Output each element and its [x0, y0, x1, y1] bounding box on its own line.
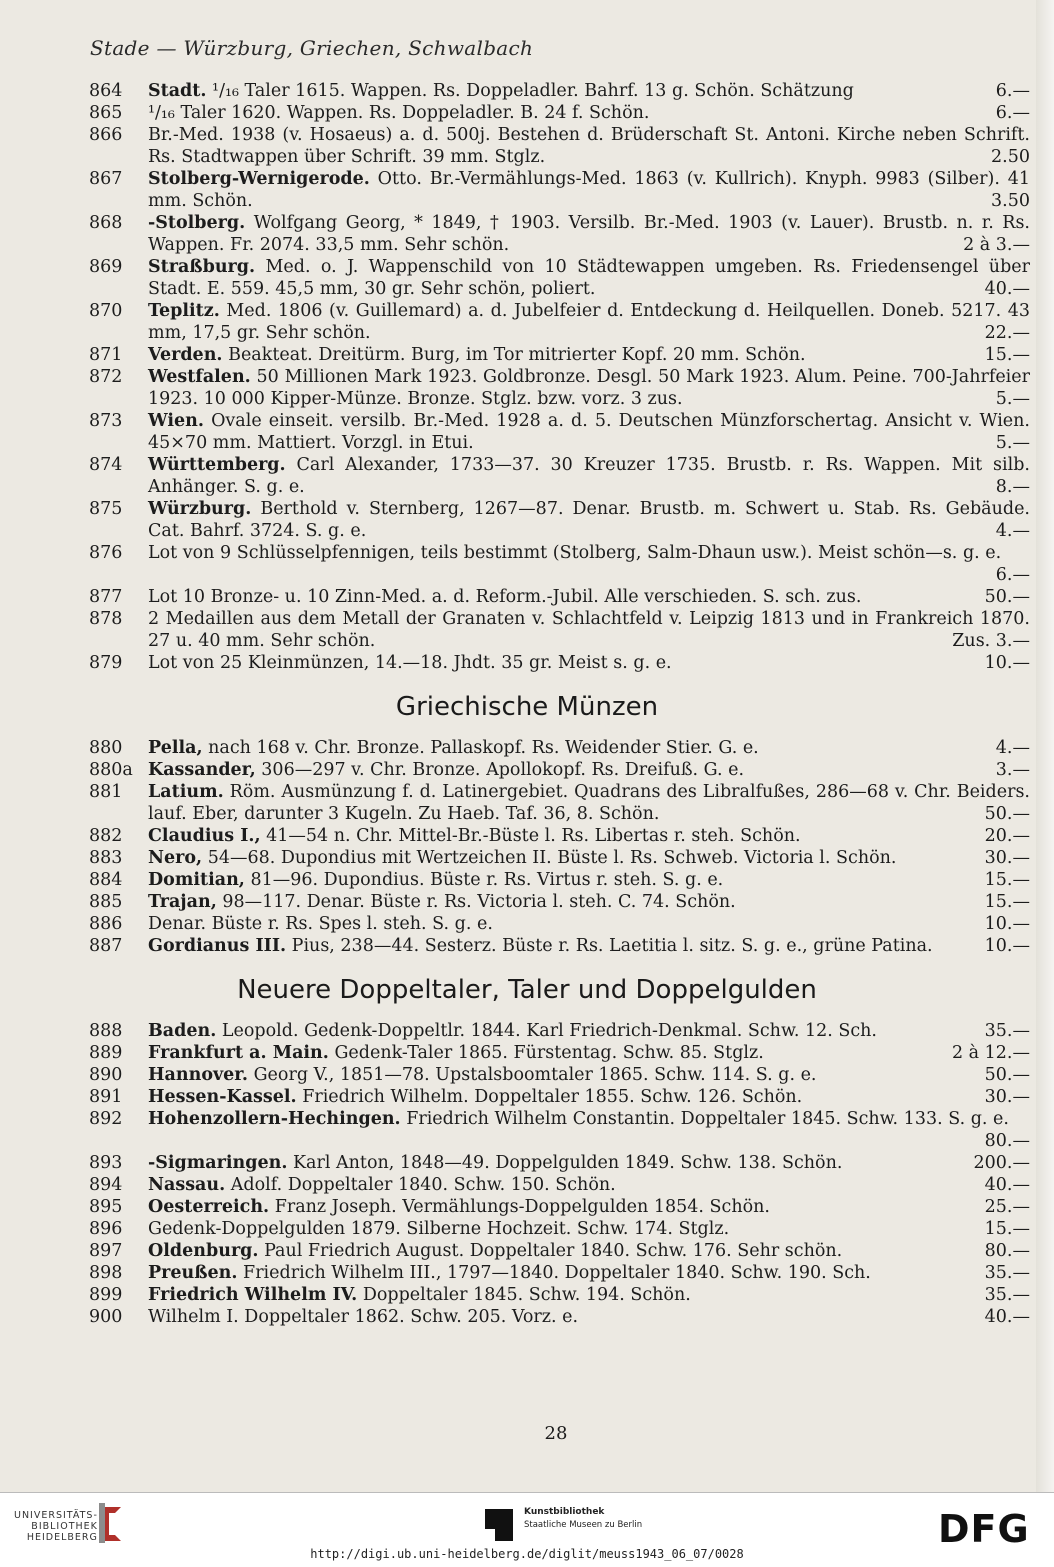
- lot-description: 98—117. Denar. Büste r. Rs. Victoria l. steh. C. 74. Schön.: [216, 892, 736, 912]
- lot-estimate: 40.—: [984, 1307, 1030, 1327]
- lot-number: 894: [89, 1175, 123, 1195]
- lot-entry: [89, 1086, 1030, 1108]
- section-heading: Griechische Münzen: [395, 692, 659, 722]
- lot-keyword: -Sigmaringen.: [148, 1153, 288, 1173]
- lot-description: Pius, 238—44. Sesterz. Büste r. Rs. Laetitia l. sitz. S. g. e., grüne Patina.: [286, 936, 933, 956]
- lot-entry: [89, 1218, 1030, 1240]
- lot-estimate: Zus. 3.—: [952, 631, 1030, 651]
- lot-number: 881: [89, 782, 123, 802]
- lot-entry: [89, 1306, 1030, 1328]
- lot-keyword: Pella,: [148, 738, 203, 758]
- lot-entry: [89, 1020, 1030, 1042]
- lot-keyword: Verden.: [148, 345, 223, 365]
- lot-entry: [89, 1196, 1030, 1218]
- lot-description: Georg V., 1851—78. Upstalsboomtaler 1865. Schw. 114. S. g. e.: [248, 1065, 817, 1085]
- lot-keyword: Claudius I.,: [148, 826, 261, 846]
- lot-estimate: 3.—: [995, 760, 1030, 780]
- lot-keyword: Westfalen.: [148, 367, 251, 387]
- lot-entry: [89, 410, 1030, 454]
- lot-number: 895: [89, 1197, 123, 1217]
- lot-number: 891: [89, 1087, 123, 1107]
- lot-description: Gedenk-Doppelgulden 1879. Silberne Hochzeit. Schw. 174. Stglz.: [148, 1219, 730, 1239]
- lot-number: 865: [89, 103, 123, 123]
- lot-description: ¹/₁₆ Taler 1615. Wappen. Rs. Doppeladler. Bahrf. 13 g. Schön. Schätzung: [206, 81, 854, 101]
- lot-description: Lot 10 Bronze- u. 10 Zinn-Med. a. d. Reform.-Jubil. Alle verschieden. S. sch. zus.: [148, 587, 862, 607]
- lot-number: 890: [89, 1065, 123, 1085]
- lot-keyword: Domitian,: [148, 870, 245, 890]
- lot-entry: [89, 1240, 1030, 1262]
- lot-description: Med. 1806 (v. Guillemard) a. d. Jubelfeier d. Entdeckung d. Heilquellen. Doneb. 5217. 43 mm, 17,5 gr. Sehr schön.: [148, 301, 1030, 343]
- lot-entry: [89, 781, 1030, 825]
- lot-description: Karl Anton, 1848—49. Doppelgulden 1849. Schw. 138. Schön.: [287, 1153, 843, 1173]
- lot-estimate: 35.—: [984, 1021, 1030, 1041]
- lot-entry: [89, 1152, 1030, 1174]
- lot-description: 306—297 v. Chr. Bronze. Apollokopf. Rs. Dreifuß. G. e.: [255, 760, 745, 780]
- lot-keyword: Nassau.: [148, 1175, 226, 1195]
- lot-keyword: Oesterreich.: [148, 1197, 270, 1217]
- lot-keyword: Oldenburg.: [148, 1241, 259, 1261]
- heidelberg-library-logo[interactable]: [14, 1510, 98, 1543]
- lot-description: Doppeltaler 1845. Schw. 194. Schön.: [357, 1285, 691, 1305]
- library-emblem-icon: [97, 1501, 127, 1545]
- lot-estimate: 40.—: [984, 1175, 1030, 1195]
- lot-entry: [89, 168, 1030, 212]
- uni-logo-line: UNIVERSITÄTS-: [14, 1510, 98, 1521]
- lot-entry: [89, 847, 1030, 869]
- lot-keyword: Straßburg.: [148, 257, 256, 277]
- lot-keyword: Preußen.: [148, 1263, 238, 1283]
- lot-description: nach 168 v. Chr. Bronze. Pallaskopf. Rs. Weidender Stier. G. e.: [202, 738, 759, 758]
- lot-number: 877: [89, 587, 123, 607]
- lot-number: 898: [89, 1263, 123, 1283]
- uni-logo-line: HEIDELBERG: [26, 1532, 98, 1543]
- lot-description: Wilhelm I. Doppeltaler 1862. Schw. 205. Vorz. e.: [148, 1307, 579, 1327]
- lot-estimate: 10.—: [984, 914, 1030, 934]
- lot-number: 892: [89, 1109, 123, 1129]
- lot-number: 888: [89, 1021, 123, 1041]
- lot-description: Adolf. Doppeltaler 1840. Schw. 150. Schön.: [225, 1175, 616, 1195]
- lot-entry: [89, 102, 1030, 124]
- lot-estimate: 15.—: [984, 870, 1030, 890]
- lot-catalog: [0, 80, 1054, 1328]
- lot-number: 884: [89, 870, 123, 890]
- lot-entry: [89, 344, 1030, 366]
- lot-estimate: 5.—: [995, 433, 1030, 453]
- lot-estimate: 35.—: [984, 1263, 1030, 1283]
- lot-estimate: 35.—: [984, 1285, 1030, 1305]
- lot-entry: [89, 366, 1030, 410]
- lot-estimate: 4.—: [995, 521, 1030, 541]
- uni-logo-line: BIBLIOTHEK: [31, 1521, 98, 1532]
- lot-entry: [89, 737, 1030, 759]
- lot-entry: [89, 542, 1030, 586]
- lot-entry: [89, 652, 1030, 674]
- lot-number: 893: [89, 1153, 123, 1173]
- lot-entry: [89, 891, 1030, 913]
- lot-keyword: Teplitz.: [148, 301, 220, 321]
- kunstbibliothek-logo-icon[interactable]: [483, 1505, 517, 1545]
- lot-description: Franz Joseph. Vermählungs-Doppelgulden 1854. Schön.: [269, 1197, 770, 1217]
- kb-subtitle: Staatliche Museen zu Berlin: [524, 1520, 643, 1530]
- lot-number: 896: [89, 1219, 123, 1239]
- lot-number: 873: [89, 411, 123, 431]
- lot-keyword: Frankfurt a. Main.: [148, 1043, 329, 1063]
- lot-number: 887: [89, 936, 123, 956]
- lot-description: 54—68. Dupondius mit Wertzeichen II. Büste l. Rs. Schweb. Victoria l. Schön.: [202, 848, 897, 868]
- lot-description: Ovale einseit. versilb. Br.-Med. 1928 a. d. 5. Deutschen Münzforschertag. Ansicht v. Wien. 45×70 mm. Mattiert. Vorzgl. in Etui.: [148, 411, 1030, 453]
- lot-entry: [89, 1262, 1030, 1284]
- lot-keyword: Würzburg.: [148, 499, 252, 519]
- lot-entry: [89, 935, 1030, 957]
- lot-estimate: 30.—: [984, 1087, 1030, 1107]
- lot-estimate: 80.—: [984, 1131, 1030, 1151]
- lot-keyword: Hessen-Kassel.: [148, 1087, 297, 1107]
- lot-number: 897: [89, 1241, 123, 1261]
- lot-number: 899: [89, 1285, 123, 1305]
- digitization-footer: [0, 1492, 1054, 1567]
- lot-number: 866: [89, 125, 123, 145]
- lot-keyword: Friedrich Wilhelm IV.: [148, 1285, 358, 1305]
- lot-keyword: Trajan,: [148, 892, 217, 912]
- lot-entry: [89, 759, 1030, 781]
- lot-number: 871: [89, 345, 123, 365]
- lot-description: Friedrich Wilhelm Constantin. Doppeltaler 1845. Schw. 133. S. g. e.: [400, 1109, 1009, 1129]
- lot-entry: [89, 1174, 1030, 1196]
- lot-number: 872: [89, 367, 123, 387]
- lot-entry: [89, 80, 1030, 102]
- lot-description: Röm. Ausmünzung f. d. Latinergebiet. Quadrans des Libralfußes, 286—68 v. Chr. Beiders. lauf. Eber, darunter 3 Kugeln. Zu Haeb. Taf. 36, 8. Schön.: [148, 782, 1030, 824]
- lot-description: Lot von 9 Schlüsselpfennigen, teils bestimmt (Stolberg, Salm-Dhaun usw.). Meist schön—s. g. e.: [148, 543, 1002, 563]
- lot-description: 81—96. Dupondius. Büste r. Rs. Virtus r. steh. S. g. e.: [244, 870, 724, 890]
- lot-entry: [89, 608, 1030, 652]
- page-number: 28: [544, 1423, 568, 1444]
- lot-number: 870: [89, 301, 123, 321]
- lot-estimate: 8.—: [995, 477, 1030, 497]
- lot-number: 864: [89, 81, 123, 101]
- lot-number: 879: [89, 653, 123, 673]
- lot-entry: [89, 498, 1030, 542]
- section-heading: Neuere Doppeltaler, Taler und Doppelgulden: [237, 975, 817, 1005]
- lot-estimate: 50.—: [984, 1065, 1030, 1085]
- lot-number: 867: [89, 169, 123, 189]
- lot-estimate: 80.—: [984, 1241, 1030, 1261]
- lot-entry: [89, 1284, 1030, 1306]
- lot-number: 878: [89, 609, 123, 629]
- lot-estimate: 6.—: [995, 565, 1030, 585]
- source-url-link[interactable]: http://digi.ub.uni-heidelberg.de/diglit/meuss1943_06_07/0028: [310, 1547, 744, 1561]
- lot-estimate: 6.—: [995, 103, 1030, 123]
- running-head: Stade — Würzburg, Griechen, Schwalbach: [90, 36, 534, 60]
- lot-keyword: Hohenzollern-Hechingen.: [148, 1109, 401, 1129]
- lot-keyword: Nero,: [148, 848, 203, 868]
- lot-description: Otto. Br.-Vermählungs-Med. 1863 (v. Kullrich). Knyph. 9983 (Silber). 41 mm. Schön.: [148, 169, 1030, 211]
- lot-number: 883: [89, 848, 123, 868]
- lot-estimate: 2 à 3.—: [963, 235, 1030, 255]
- kb-title: Kunstbibliothek: [524, 1507, 605, 1517]
- lot-keyword: Baden.: [148, 1021, 217, 1041]
- lot-description: Beakteat. Dreitürm. Burg, im Tor mitrierter Kopf. 20 mm. Schön.: [222, 345, 806, 365]
- lot-number: 880: [89, 738, 123, 758]
- lot-number: 868: [89, 213, 123, 233]
- lot-number: 880a: [89, 760, 133, 780]
- kunstbibliothek-label: [524, 1506, 642, 1532]
- lot-keyword: Gordianus III.: [148, 936, 287, 956]
- lot-entry: [89, 1064, 1030, 1086]
- lot-keyword: -Stolberg.: [148, 213, 246, 233]
- lot-estimate: 2.50: [991, 147, 1030, 167]
- lot-estimate: 4.—: [995, 738, 1030, 758]
- lot-entry: [89, 586, 1030, 608]
- lot-description: Gedenk-Taler 1865. Fürstentag. Schw. 85. Stglz.: [328, 1043, 764, 1063]
- lot-entry: [89, 825, 1030, 847]
- lot-estimate: 10.—: [984, 936, 1030, 956]
- lot-description: Friedrich Wilhelm. Doppeltaler 1855. Schw. 126. Schön.: [296, 1087, 803, 1107]
- lot-entry: [89, 212, 1030, 256]
- lot-entry: [89, 454, 1030, 498]
- lot-description: Med. o. J. Wappenschild von 10 Städtewappen umgeben. Rs. Friedensengel über Stadt. E. 559. 45,5 mm, 30 gr. Sehr schön, poliert.: [148, 257, 1030, 299]
- lot-keyword: Latium.: [148, 782, 224, 802]
- lot-estimate: 15.—: [984, 345, 1030, 365]
- lot-entry: [89, 913, 1030, 935]
- lot-estimate: 25.—: [984, 1197, 1030, 1217]
- lot-estimate: 20.—: [984, 826, 1030, 846]
- lot-estimate: 2 à 12.—: [951, 1043, 1030, 1063]
- lot-entry: [89, 256, 1030, 300]
- lot-description: ¹/₁₆ Taler 1620. Wappen. Rs. Doppeladler. B. 24 f. Schön.: [148, 103, 650, 123]
- lot-keyword: Stadt.: [148, 81, 207, 101]
- lot-estimate: 15.—: [984, 1219, 1030, 1239]
- lot-estimate: 6.—: [995, 81, 1030, 101]
- lot-description: Denar. Büste r. Rs. Spes l. steh. S. g. e.: [148, 914, 493, 934]
- lot-estimate: 50.—: [984, 804, 1030, 824]
- lot-keyword: Stolberg-Wernigerode.: [148, 169, 370, 189]
- lot-number: 875: [89, 499, 123, 519]
- lot-keyword: Württemberg.: [148, 455, 286, 475]
- lot-description: 50 Millionen Mark 1923. Goldbronze. Desgl. 50 Mark 1923. Alum. Peine. 700-Jahrfeier 1923. 10 000 Kipper-Münze. Bronze. Stglz. bzw. vorz. 3 zus.: [148, 367, 1030, 409]
- lot-description: 2 Medaillen aus dem Metall der Granaten v. Schlachtfeld v. Leipzig 1813 und in Frankreich 1870. 27 u. 40 mm. Sehr schön.: [148, 609, 1030, 651]
- lot-keyword: Wien.: [148, 411, 204, 431]
- lot-keyword: Hannover.: [148, 1065, 249, 1085]
- lot-entry: [89, 1042, 1030, 1064]
- lot-number: 876: [89, 543, 123, 563]
- lot-description: Berthold v. Sternberg, 1267—87. Denar. Brustb. m. Schwert u. Stab. Rs. Gebäude. Cat. Bahrf. 3724. S. g. e.: [148, 499, 1030, 541]
- lot-entry: [89, 124, 1030, 168]
- lot-estimate: 200.—: [973, 1153, 1030, 1173]
- lot-description: Lot von 25 Kleinmünzen, 14.—18. Jhdt. 35 gr. Meist s. g. e.: [148, 653, 672, 673]
- lot-description: Paul Friedrich August. Doppeltaler 1840. Schw. 176. Sehr schön.: [258, 1241, 843, 1261]
- lot-estimate: 22.—: [984, 323, 1030, 343]
- lot-description: Leopold. Gedenk-Doppeltlr. 1844. Karl Friedrich-Denkmal. Schw. 12. Sch.: [216, 1021, 877, 1041]
- lot-entry: [89, 1108, 1030, 1152]
- lot-number: 886: [89, 914, 123, 934]
- lot-number: 874: [89, 455, 123, 475]
- lot-estimate: 3.50: [991, 191, 1030, 211]
- lot-number: 900: [89, 1307, 123, 1327]
- lot-description: Wolfgang Georg, * 1849, † 1903. Versilb. Br.-Med. 1903 (v. Lauer). Brustb. n. r. Rs. Wappen. Fr. 2074. 33,5 mm. Sehr schön.: [148, 213, 1030, 255]
- dfg-logo[interactable]: DFG: [938, 1507, 1030, 1551]
- lot-description: Friedrich Wilhelm III., 1797—1840. Doppeltaler 1840. Schw. 190. Sch.: [237, 1263, 871, 1283]
- lot-number: 889: [89, 1043, 123, 1063]
- lot-number: 869: [89, 257, 123, 277]
- lot-estimate: 5.—: [995, 389, 1030, 409]
- lot-entry: [89, 869, 1030, 891]
- lot-number: 885: [89, 892, 123, 912]
- lot-estimate: 50.—: [984, 587, 1030, 607]
- lot-entry: [89, 300, 1030, 344]
- lot-description: 41—54 n. Chr. Mittel-Br.-Büste l. Rs. Libertas r. steh. Schön.: [260, 826, 801, 846]
- lot-estimate: 40.—: [984, 279, 1030, 299]
- lot-estimate: 10.—: [984, 653, 1030, 673]
- lot-description: Carl Alexander, 1733—37. 30 Kreuzer 1735. Brustb. r. Rs. Wappen. Mit silb. Anhänger. S. g. e.: [148, 455, 1030, 497]
- lot-description: Br.-Med. 1938 (v. Hosaeus) a. d. 500j. Bestehen d. Brüderschaft St. Antoni. Kirche neben Schrift. Rs. Stadtwappen über Schrift. 39 mm. Stglz.: [148, 125, 1030, 167]
- lot-number: 882: [89, 826, 123, 846]
- lot-estimate: 30.—: [984, 848, 1030, 868]
- lot-keyword: Kassander,: [148, 760, 256, 780]
- lot-estimate: 15.—: [984, 892, 1030, 912]
